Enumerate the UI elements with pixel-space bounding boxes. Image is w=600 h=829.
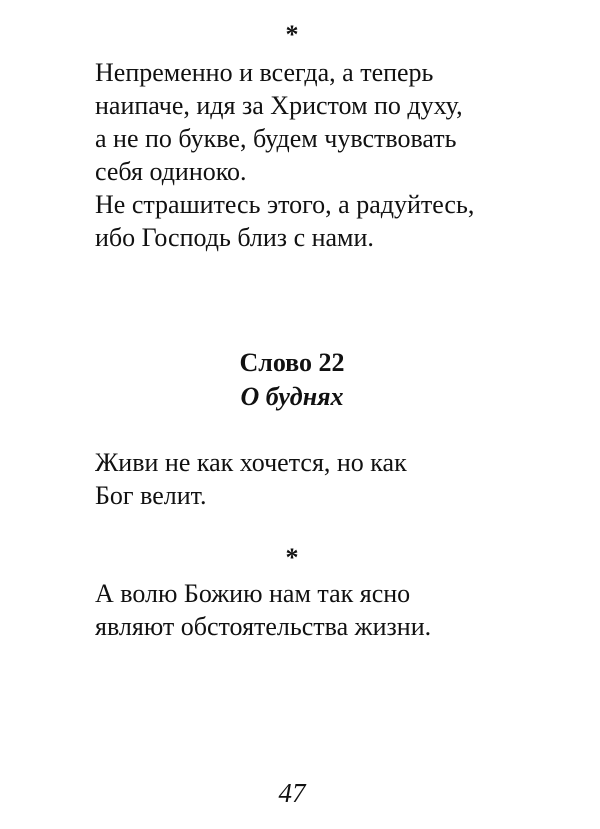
text-line: Бог велит. [95, 481, 207, 510]
text-line: А волю Божию нам так ясно [95, 579, 411, 608]
chapter-subtitle: О буднях [240, 382, 344, 411]
chapter-title: Слово 22 [239, 348, 345, 377]
text-line: себя одиноко. [95, 157, 247, 186]
text-line: а не по букве, будем чувствовать [95, 124, 457, 153]
text-line: Непременно и всегда, а теперь [95, 58, 434, 87]
chapter-heading [0, 346, 584, 414]
paragraph-3 [95, 577, 431, 643]
page-number: 47 [278, 778, 306, 808]
separator-asterisk: * [285, 543, 299, 572]
text-line: наипаче, идя за Христом по духу, [95, 91, 463, 120]
text-line: ибо Господь близ с нами. [95, 223, 374, 252]
paragraph-1 [95, 56, 474, 254]
text-line: Живи не как хочется, но как [95, 448, 407, 477]
separator-asterisk: * [285, 20, 299, 49]
text-line: являют обстоятельства жизни. [95, 612, 432, 641]
paragraph-2 [95, 446, 407, 512]
text-line: Не страшитесь этого, а радуйтесь, [95, 190, 475, 219]
